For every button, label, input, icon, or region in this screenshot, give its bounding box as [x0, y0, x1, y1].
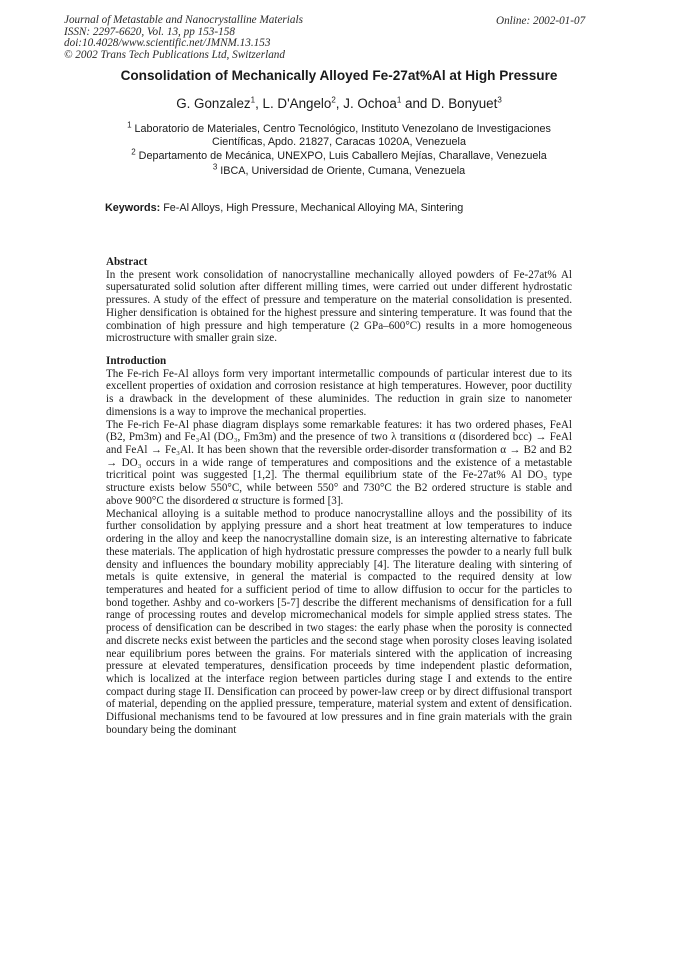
keywords-label: Keywords: [105, 202, 161, 214]
affil-line: Departamento de Mecánica, UNEXPO, Luis Caballero Mejías, Charallave, Venezuela [138, 150, 547, 162]
keywords-line [105, 202, 463, 214]
affil-marker: 2 [131, 147, 136, 157]
affil-line: Laboratorio de Materiales, Centro Tecnológico, Instituto Venezolano de Investigaciones [134, 123, 551, 135]
affil-line: IBCA, Universidad de Oriente, Cumana, Venezuela [220, 165, 466, 177]
affiliation-2 [0, 147, 678, 163]
online-date: Online: 2002-01-07 [496, 15, 586, 27]
introduction-heading: Introduction [106, 355, 167, 367]
author-affil-marker: 3 [497, 95, 502, 105]
author-separator: and [401, 96, 432, 111]
abstract-heading: Abstract [106, 256, 148, 268]
author-affil-marker: 1 [396, 95, 402, 105]
author-separator: , [335, 96, 344, 111]
keywords-text: Fe-Al Alloys, High Pressure, Mechanical Alloying MA, Sintering [163, 202, 464, 214]
intro-paragraph: The Fe-rich Fe-Al phase diagram displays some remarkable features: it has two ordered phases, FeAl (B2, Pm3m) and Fe₃Al (DO₃, Fm3m) and the presence of two λ transitions α (disordered bcc) → FeAl and FeAl → Fe₃Al. It has been shown that the reversible order-disorder transformation α → B2 and B2 → DO₃ occurs in a wide range of temperatures and compositions and the existence of a metastable tricritical point was suggested [1,2]. The thermal equilibrium state of the Fe-27at% Al DO₃ type structure exists below 550°C, while between 550° and 730°C the B2 ordered structure is stable and above 900°C the disordered α structure is formed [3]. [106, 418, 572, 507]
paper-title: Consolidation of Mechanically Alloyed Fe-27at%Al at High Pressure [120, 68, 558, 83]
journal-name: Journal of Metastable and Nanocrystalline Materials [64, 14, 303, 26]
affil-marker: 1 [127, 120, 132, 130]
author-list [0, 96, 678, 111]
author-name: D. Bonyuet [431, 96, 498, 111]
affil-line: Científicas, Apdo. 21827, Caracas 1020A, Venezuela [212, 136, 466, 148]
author-affil-marker: 2 [331, 95, 336, 105]
author-affil-marker: 1 [250, 95, 256, 105]
author-separator: , [255, 96, 263, 111]
intro-paragraph: The Fe-rich Fe-Al alloys form very important intermetallic compounds of particular interest due to its excellent properties of oxidation and corrosion resistance at high temperatures. However, poor ductility is a drawback in the development of these aluminides. The reduction in grain size to nanometer dimensions is a way to improve the mechanical properties. [106, 367, 572, 418]
introduction-section [106, 355, 572, 737]
affiliation-1 [0, 120, 678, 149]
affil-marker: 3 [212, 162, 218, 172]
doi-line: doi:10.4028/www.scientific.net/JMNM.13.153 [64, 37, 271, 50]
copyright-line: © 2002 Trans Tech Publications Ltd, Switzerland [64, 48, 285, 61]
abstract-section [106, 256, 572, 345]
abstract-text: In the present work consolidation of nanocrystalline mechanically alloyed powders of Fe-27at% Al supersaturated solid solution after different milling times, were carried out under different hydrostatic pressures. A study of the effect of pressure and temperature on the material consolidation is presented. Higher densification is obtained for the highest pressure and sintering temperature. It was found that the combination of high pressure and high temperature (2 GPa–600°C) results in a more homogeneous microstructure with smaller grain size. [106, 268, 572, 345]
author-name: L. D'Angelo [262, 96, 332, 111]
intro-paragraph: Mechanical alloying is a suitable method to produce nanocrystalline alloys and the possibility of its further consolidation by applying pressure and a short heat treatment at low temperatures to induce ordering in the alloy and keep the nanocrystalline domain size, is an interesting alternative to fabricate these materials. The application of high hydrostatic pressure compresses the powder to a nearly full bulk density and influences the boundary mobility appreciably [4]. The literature dealing with sintering of metals is quite extensive, in general the material is compacted to the required density at low temperatures and heated for a sufficient period of time to allow diffusion to occur for the particles to bond together. Ashby and co-workers [5-7] describe the different mechanisms of densification for a full range of processing routes and develop micromechanical models for simple applied stress states. The process of densification can be described in two stages: the early phase when the porosity is connected and discrete necks exist between the particles and the second stage when porosity closes leaving isolated near equilibrium pores between the grains. For materials sintered with the application of increasing pressure at elevated temperatures, densification proceeds by time independent plastic deformation, which is localized at the interface region between particles during stage I and extends to the entire compact during stage II. Densification can proceed by power-law creep or by direct diffusional transport of material, depending on the applied pressure, temperature, material system and extent of densification. Diffusional mechanisms tend to be favoured at low pressures and in fine grain materials with the grain boundary being the dominant [106, 507, 572, 736]
affiliation-3 [0, 162, 678, 178]
issn-line: ISSN: 2297-6620, Vol. 13, pp 153-158 [64, 25, 235, 38]
author-name: J. Ochoa [343, 96, 397, 111]
author-name: G. Gonzalez [176, 96, 251, 111]
